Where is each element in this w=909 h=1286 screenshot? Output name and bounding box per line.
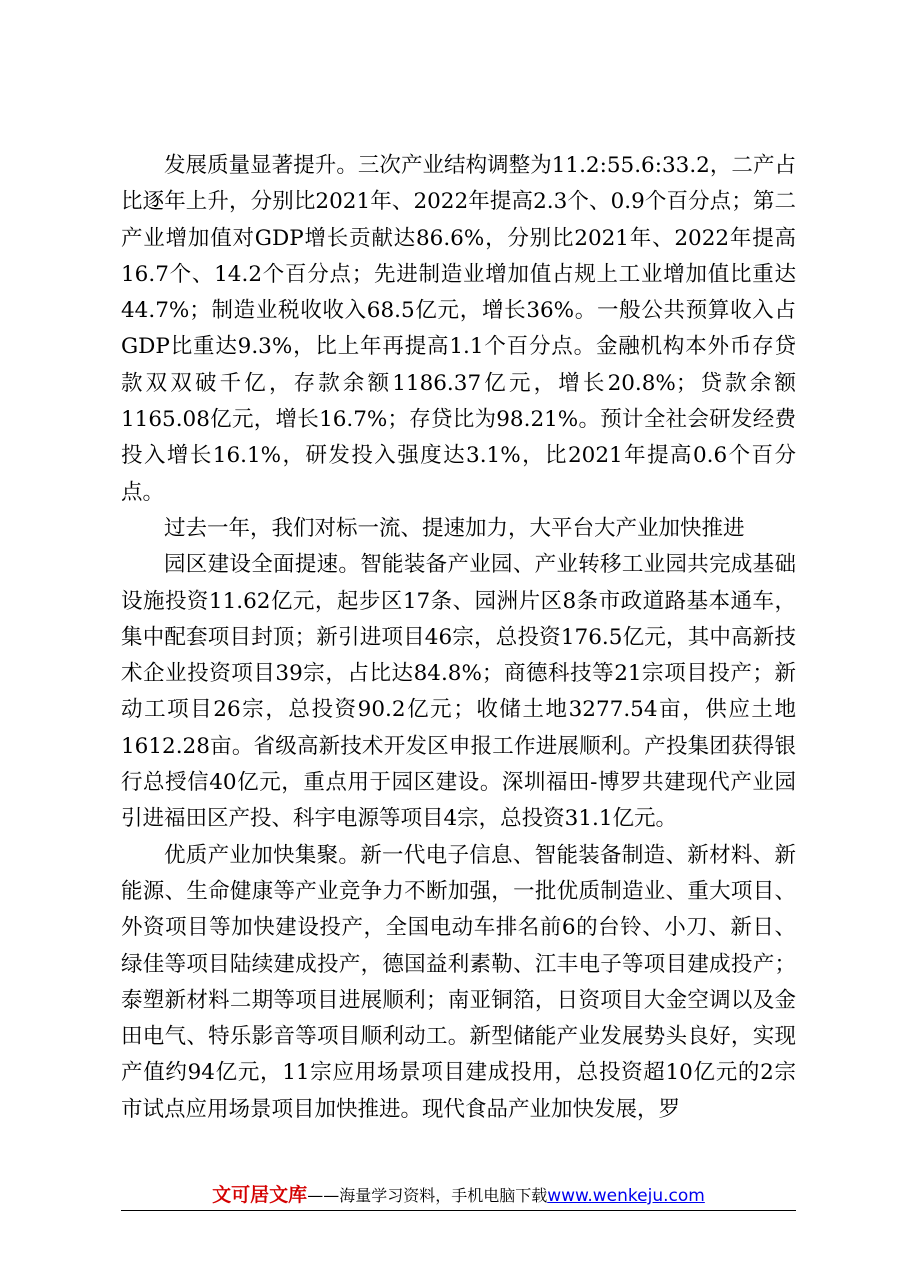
- footer-tagline: ——海量学习资料，手机电脑下载: [307, 1186, 548, 1205]
- footer-brand: 文可居文库: [212, 1184, 308, 1206]
- paragraph-development-quality: 发展质量显著提升。三次产业结构调整为11.2:55.6:33.2，二产占比逐年上升，分别比2021年、2022年提高2.3个、0.9个百分点；第二产业增加值对GDP增长贡献达86.6%，分别比2021年、2022年提高16.7个、14.2个百分点；先进制造业增加值占规上工业增加值比重达44.7%；制造业税收收入68.5亿元，增长36%。一般公共预算收入占GDP比重达9.3%，比上年再提高1.1个百分点。金融机构本外币存贷款双双破千亿，存款余额1186.37亿元，增长20.8%；贷款余额1165.08亿元，增长16.7%；存贷比为98.21%。预计全社会研发经费投入增长16.1%，研发投入强度达3.1%，比2021年提高0.6个百分点。: [121, 153, 796, 505]
- paragraph-park-construction: 园区建设全面提速。智能装备产业园、产业转移工业园共完成基础设施投资11.62亿元，起步区17条、园洲片区8条市政道路基本通车，集中配套项目封顶；新引进项目46宗，总投资176.5亿元，其中高新技术企业投资项目39宗，占比达84.8%；商德科技等21宗项目投产；新动工项目26宗，总投资90.2亿元；收储土地3277.54亩，供应土地1612.28亩。省级高新技术开发区申报工作进展顺利。产投集团获得银行总授信40亿元，重点用于园区建设。深圳福田-博罗共建现代产业园引进福田区产投、科宇电源等项目4宗，总投资31.1亿元。: [121, 552, 796, 832]
- footer-divider: [121, 1210, 796, 1211]
- footer-url-link[interactable]: www.wenkeju.com: [547, 1186, 705, 1206]
- page-footer: [121, 1180, 796, 1212]
- paragraph-industry-clustering: 优质产业加快集聚。新一代电子信息、智能装备制造、新材料、新能源、生命健康等产业竞争力不断加强，一批优质制造业、重大项目、外资项目等加快建设投产，全国电动车排名前6的台铃、小刀、新日、绿佳等项目陆续建成投产，德国益利素勒、江丰电子等项目建成投产；泰塑新材料二期等项目进展顺利；南亚铜箔，日资项目大金空调以及金田电气、特乐影音等项目顺利动工。新型储能产业发展势头良好，实现产值约94亿元，11宗应用场景项目建成投用，总投资超10亿元的2宗市试点应用场景项目加快推进。现代食品产业加快发展，罗: [121, 842, 796, 1122]
- document-body: [121, 148, 796, 1128]
- paragraph-heading-platforms: 过去一年，我们对标一流、提速加力，大平台大产业加快推进: [164, 515, 745, 541]
